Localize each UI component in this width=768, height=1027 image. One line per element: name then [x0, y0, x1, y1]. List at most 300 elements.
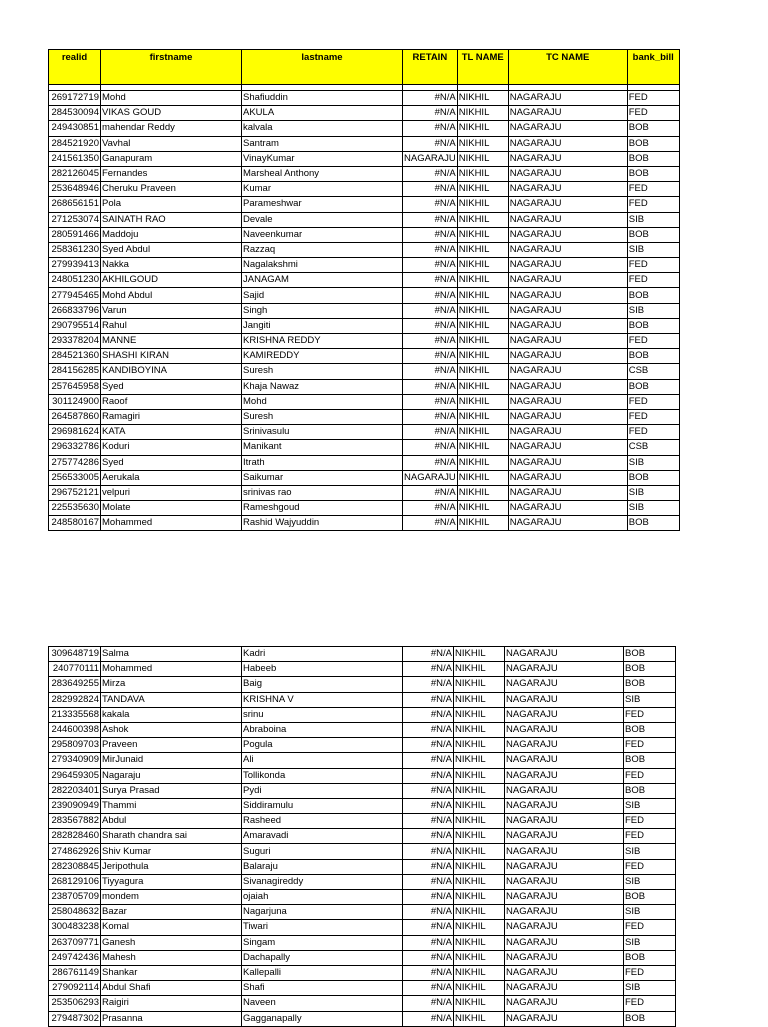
cell-retain: #N/A	[403, 692, 454, 707]
cell-realid: 284521920	[49, 136, 101, 151]
cell-tc-name: NAGARAJU	[505, 662, 624, 677]
cell-bank-bill: FED	[624, 738, 676, 753]
cell-retain: #N/A	[403, 722, 454, 737]
header-retain: RETAIN	[403, 50, 458, 85]
cell-tl-name: NIKHIL	[457, 379, 508, 394]
cell-tc-name: NAGARAJU	[505, 677, 624, 692]
cell-tl-name: NIKHIL	[457, 516, 508, 531]
table-row	[49, 844, 676, 859]
cell-tl-name: NIKHIL	[454, 844, 505, 859]
cell-firstname: Aerukala	[101, 470, 242, 485]
cell-realid: 296459305	[49, 768, 101, 783]
cell-lastname: Sivanagireddy	[242, 874, 403, 889]
cell-bank-bill: SIB	[627, 485, 679, 500]
cell-bank-bill: BOB	[624, 677, 676, 692]
cell-realid: 279487302	[49, 1011, 101, 1026]
cell-realid: 253506293	[49, 996, 101, 1011]
table-row	[49, 379, 680, 394]
cell-tl-name: NIKHIL	[457, 182, 508, 197]
cell-firstname: Vavhal	[101, 136, 242, 151]
cell-bank-bill: FED	[627, 258, 679, 273]
cell-tl-name: NIKHIL	[454, 890, 505, 905]
cell-tl-name: NIKHIL	[457, 485, 508, 500]
header-bank-bill: bank_bill	[627, 50, 679, 85]
cell-realid: 238705709	[49, 890, 101, 905]
cell-lastname: Naveen	[242, 996, 403, 1011]
cell-bank-bill: FED	[627, 334, 679, 349]
table-row	[49, 707, 676, 722]
cell-retain: #N/A	[403, 905, 454, 920]
cell-lastname: Singh	[242, 303, 403, 318]
cell-tl-name: NIKHIL	[457, 409, 508, 424]
cell-firstname: Rahul	[101, 318, 242, 333]
table-row	[49, 798, 676, 813]
cell-tl-name: NIKHIL	[457, 212, 508, 227]
cell-realid: 269172719	[49, 91, 101, 106]
cell-firstname: Prasanna	[101, 1011, 242, 1026]
cell-firstname: Praveen	[101, 738, 242, 753]
cell-lastname: Khaja Nawaz	[242, 379, 403, 394]
cell-tl-name: NIKHIL	[457, 106, 508, 121]
cell-tl-name: NIKHIL	[457, 273, 508, 288]
table-row	[49, 288, 680, 303]
cell-tc-name: NAGARAJU	[505, 935, 624, 950]
table-row	[49, 106, 680, 121]
cell-lastname: Pogula	[242, 738, 403, 753]
cell-bank-bill: BOB	[624, 662, 676, 677]
cell-tl-name: NIKHIL	[457, 394, 508, 409]
cell-lastname: Nagarjuna	[242, 905, 403, 920]
cell-realid: 286761149	[49, 965, 101, 980]
cell-tc-name: NAGARAJU	[505, 1011, 624, 1026]
cell-firstname: MirJunaid	[101, 753, 242, 768]
cell-retain: #N/A	[403, 647, 454, 662]
cell-bank-bill: BOB	[627, 151, 679, 166]
cell-retain: #N/A	[403, 121, 458, 136]
table-row	[49, 212, 680, 227]
cell-bank-bill: SIB	[624, 905, 676, 920]
cell-tl-name: NIKHIL	[454, 753, 505, 768]
table-row	[49, 394, 680, 409]
cell-tc-name: NAGARAJU	[505, 965, 624, 980]
cell-bank-bill: FED	[624, 965, 676, 980]
cell-retain: #N/A	[403, 273, 458, 288]
cell-tc-name: NAGARAJU	[505, 905, 624, 920]
cell-tl-name: NIKHIL	[454, 738, 505, 753]
cell-lastname: Suguri	[242, 844, 403, 859]
cell-realid: 248051230	[49, 273, 101, 288]
cell-tc-name: NAGARAJU	[505, 814, 624, 829]
cell-bank-bill: FED	[624, 996, 676, 1011]
cell-bank-bill: SIB	[624, 844, 676, 859]
cell-retain: #N/A	[403, 783, 454, 798]
table-row	[49, 516, 680, 531]
cell-retain: #N/A	[403, 425, 458, 440]
cell-tc-name: NAGARAJU	[508, 227, 627, 242]
cell-realid: 283567882	[49, 814, 101, 829]
cell-tc-name: NAGARAJU	[508, 349, 627, 364]
cell-retain: #N/A	[403, 409, 458, 424]
cell-realid: 309648719	[49, 647, 101, 662]
cell-firstname: Syed	[101, 379, 242, 394]
table-row	[49, 151, 680, 166]
header-firstname: firstname	[101, 50, 242, 85]
cell-bank-bill: FED	[624, 768, 676, 783]
cell-tl-name: NIKHIL	[454, 905, 505, 920]
cell-firstname: SHASHI KIRAN	[101, 349, 242, 364]
cell-firstname: Ganesh	[101, 935, 242, 950]
cell-lastname: Nagalakshmi	[242, 258, 403, 273]
cell-bank-bill: BOB	[627, 516, 679, 531]
cell-realid: 248580167	[49, 516, 101, 531]
cell-tl-name: NIKHIL	[457, 318, 508, 333]
cell-realid: 284521360	[49, 349, 101, 364]
table-row	[49, 950, 676, 965]
cell-tc-name: NAGARAJU	[505, 874, 624, 889]
cell-firstname: Mohd Abdul	[101, 288, 242, 303]
cell-tc-name: NAGARAJU	[508, 409, 627, 424]
cell-firstname: Ganapuram	[101, 151, 242, 166]
cell-tc-name: NAGARAJU	[508, 501, 627, 516]
table-row	[49, 303, 680, 318]
cell-tc-name: NAGARAJU	[505, 996, 624, 1011]
cell-firstname: Salma	[101, 647, 242, 662]
cell-lastname: kalvala	[242, 121, 403, 136]
cell-tc-name: NAGARAJU	[508, 242, 627, 257]
cell-lastname: KRISHNA REDDY	[242, 334, 403, 349]
cell-firstname: TANDAVA	[101, 692, 242, 707]
cell-bank-bill: BOB	[627, 379, 679, 394]
cell-tc-name: NAGARAJU	[508, 166, 627, 181]
cell-retain: #N/A	[403, 981, 454, 996]
cell-realid: 290795514	[49, 318, 101, 333]
table-row	[49, 364, 680, 379]
cell-tc-name: NAGARAJU	[508, 318, 627, 333]
table-1-body	[49, 91, 680, 531]
cell-tc-name: NAGARAJU	[505, 707, 624, 722]
cell-firstname: SAINATH RAO	[101, 212, 242, 227]
cell-tc-name: NAGARAJU	[508, 394, 627, 409]
cell-bank-bill: SIB	[627, 242, 679, 257]
cell-firstname: Koduri	[101, 440, 242, 455]
cell-lastname: Suresh	[242, 409, 403, 424]
cell-retain: #N/A	[403, 182, 458, 197]
cell-firstname: mondem	[101, 890, 242, 905]
cell-lastname: Amaravadi	[242, 829, 403, 844]
cell-bank-bill: SIB	[627, 212, 679, 227]
cell-firstname: Maddoju	[101, 227, 242, 242]
cell-lastname: Mohd	[242, 394, 403, 409]
table-row	[49, 166, 680, 181]
cell-lastname: Kadri	[242, 647, 403, 662]
cell-tc-name: NAGARAJU	[508, 121, 627, 136]
cell-bank-bill: SIB	[627, 455, 679, 470]
cell-firstname: Abdul Shafi	[101, 981, 242, 996]
cell-firstname: Mohd	[101, 91, 242, 106]
cell-realid: 244600398	[49, 722, 101, 737]
cell-realid: 268129106	[49, 874, 101, 889]
cell-realid: 213335568	[49, 707, 101, 722]
cell-realid: 279939413	[49, 258, 101, 273]
cell-retain: #N/A	[403, 303, 458, 318]
cell-realid: 296981624	[49, 425, 101, 440]
cell-firstname: Shiv Kumar	[101, 844, 242, 859]
table-row	[49, 662, 676, 677]
cell-bank-bill: FED	[627, 394, 679, 409]
cell-retain: #N/A	[403, 874, 454, 889]
cell-lastname: Shafiuddin	[242, 91, 403, 106]
cell-lastname: Balaraju	[242, 859, 403, 874]
cell-tl-name: NIKHIL	[454, 692, 505, 707]
cell-retain: #N/A	[403, 106, 458, 121]
cell-bank-bill: BOB	[624, 753, 676, 768]
cell-lastname: Marsheal Anthony	[242, 166, 403, 181]
cell-firstname: Cheruku Praveen	[101, 182, 242, 197]
cell-bank-bill: CSB	[627, 364, 679, 379]
cell-realid: 282203401	[49, 783, 101, 798]
cell-lastname: Devale	[242, 212, 403, 227]
cell-lastname: Srinivasulu	[242, 425, 403, 440]
cell-tc-name: NAGARAJU	[505, 890, 624, 905]
table-row	[49, 136, 680, 151]
cell-bank-bill: FED	[627, 409, 679, 424]
cell-lastname: srinu	[242, 707, 403, 722]
cell-firstname: MANNE	[101, 334, 242, 349]
header-row	[49, 50, 680, 85]
cell-firstname: Nagaraju	[101, 768, 242, 783]
cell-tc-name: NAGARAJU	[508, 106, 627, 121]
cell-firstname: kakala	[101, 707, 242, 722]
cell-tl-name: NIKHIL	[454, 783, 505, 798]
cell-tc-name: NAGARAJU	[508, 288, 627, 303]
cell-firstname: Fernandes	[101, 166, 242, 181]
cell-lastname: Siddiramulu	[242, 798, 403, 813]
cell-retain: #N/A	[403, 996, 454, 1011]
header-tc-name: TC NAME	[508, 50, 627, 85]
cell-tl-name: NIKHIL	[457, 470, 508, 485]
cell-bank-bill: FED	[624, 814, 676, 829]
cell-lastname: Shafi	[242, 981, 403, 996]
cell-retain: #N/A	[403, 349, 458, 364]
cell-lastname: VinayKumar	[242, 151, 403, 166]
cell-retain: #N/A	[403, 920, 454, 935]
cell-lastname: Singam	[242, 935, 403, 950]
cell-tc-name: NAGARAJU	[508, 379, 627, 394]
cell-tl-name: NIKHIL	[454, 920, 505, 935]
cell-realid: 284530094	[49, 106, 101, 121]
cell-realid: 284156285	[49, 364, 101, 379]
cell-tl-name: NIKHIL	[457, 166, 508, 181]
cell-retain: #N/A	[403, 859, 454, 874]
table-row	[49, 485, 680, 500]
cell-realid: 282828460	[49, 829, 101, 844]
cell-retain: #N/A	[403, 814, 454, 829]
cell-tl-name: NIKHIL	[457, 258, 508, 273]
cell-firstname: KATA	[101, 425, 242, 440]
table-row	[49, 334, 680, 349]
cell-retain: #N/A	[403, 950, 454, 965]
cell-firstname: velpuri	[101, 485, 242, 500]
cell-lastname: Kumar	[242, 182, 403, 197]
cell-lastname: Rashid Wajyuddin	[242, 516, 403, 531]
cell-firstname: Molate	[101, 501, 242, 516]
table-row	[49, 182, 680, 197]
cell-tl-name: NIKHIL	[454, 647, 505, 662]
cell-retain: #N/A	[403, 677, 454, 692]
cell-retain: #N/A	[403, 829, 454, 844]
cell-lastname: Jangiti	[242, 318, 403, 333]
cell-bank-bill: BOB	[624, 1011, 676, 1026]
cell-bank-bill: FED	[624, 920, 676, 935]
cell-realid: 268656151	[49, 197, 101, 212]
cell-realid: 271253074	[49, 212, 101, 227]
header-realid: realid	[49, 50, 101, 85]
cell-lastname: Parameshwar	[242, 197, 403, 212]
cell-lastname: Razzaq	[242, 242, 403, 257]
cell-bank-bill: BOB	[624, 950, 676, 965]
cell-realid: 275774286	[49, 455, 101, 470]
cell-firstname: Mohammed	[101, 516, 242, 531]
table-row	[49, 829, 676, 844]
cell-tl-name: NIKHIL	[457, 288, 508, 303]
cell-bank-bill: BOB	[627, 288, 679, 303]
cell-firstname: Sharath chandra sai	[101, 829, 242, 844]
cell-lastname: Habeeb	[242, 662, 403, 677]
cell-retain: #N/A	[403, 798, 454, 813]
table-row	[49, 768, 676, 783]
cell-tc-name: NAGARAJU	[508, 455, 627, 470]
cell-tl-name: NIKHIL	[457, 121, 508, 136]
table-row	[49, 890, 676, 905]
cell-retain: #N/A	[403, 738, 454, 753]
cell-bank-bill: FED	[624, 859, 676, 874]
cell-firstname: Syed	[101, 455, 242, 470]
cell-lastname: Abraboina	[242, 722, 403, 737]
table-row	[49, 91, 680, 106]
cell-bank-bill: BOB	[627, 318, 679, 333]
cell-bank-bill: SIB	[624, 874, 676, 889]
cell-realid: 279340909	[49, 753, 101, 768]
cell-realid: 263709771	[49, 935, 101, 950]
cell-tc-name: NAGARAJU	[505, 920, 624, 935]
cell-lastname: Manikant	[242, 440, 403, 455]
cell-retain: #N/A	[403, 334, 458, 349]
cell-tc-name: NAGARAJU	[508, 182, 627, 197]
cell-tc-name: NAGARAJU	[505, 722, 624, 737]
cell-tc-name: NAGARAJU	[505, 738, 624, 753]
table-row	[49, 996, 676, 1011]
cell-lastname: Baig	[242, 677, 403, 692]
cell-tc-name: NAGARAJU	[508, 212, 627, 227]
table-row	[49, 814, 676, 829]
cell-tl-name: NIKHIL	[457, 242, 508, 257]
cell-realid: 282992824	[49, 692, 101, 707]
cell-retain: NAGARAJU	[403, 151, 458, 166]
cell-bank-bill: BOB	[627, 349, 679, 364]
cell-bank-bill: SIB	[624, 692, 676, 707]
cell-tl-name: NIKHIL	[454, 662, 505, 677]
cell-retain: #N/A	[403, 318, 458, 333]
table-row	[49, 455, 680, 470]
cell-lastname: JANAGAM	[242, 273, 403, 288]
cell-tl-name: NIKHIL	[454, 965, 505, 980]
cell-tc-name: NAGARAJU	[508, 303, 627, 318]
cell-firstname: Komal	[101, 920, 242, 935]
records-table-2	[48, 646, 676, 1027]
cell-lastname: Santram	[242, 136, 403, 151]
cell-lastname: Naveenkumar	[242, 227, 403, 242]
cell-tl-name: NIKHIL	[454, 981, 505, 996]
cell-tl-name: NIKHIL	[457, 425, 508, 440]
cell-bank-bill: FED	[627, 106, 679, 121]
cell-tc-name: NAGARAJU	[505, 981, 624, 996]
cell-retain: #N/A	[403, 364, 458, 379]
cell-tc-name: NAGARAJU	[508, 334, 627, 349]
cell-retain: #N/A	[403, 935, 454, 950]
cell-retain: #N/A	[403, 965, 454, 980]
cell-bank-bill: BOB	[627, 470, 679, 485]
cell-tc-name: NAGARAJU	[505, 692, 624, 707]
cell-tl-name: NIKHIL	[454, 814, 505, 829]
table-row	[49, 501, 680, 516]
table-row	[49, 965, 676, 980]
cell-firstname: Ashok	[101, 722, 242, 737]
table-row	[49, 121, 680, 136]
cell-firstname: VIKAS GOUD	[101, 106, 242, 121]
cell-retain: #N/A	[403, 440, 458, 455]
table-row	[49, 692, 676, 707]
cell-bank-bill: FED	[627, 182, 679, 197]
cell-realid: 225535630	[49, 501, 101, 516]
cell-realid: 296752121	[49, 485, 101, 500]
header-tl-name: TL NAME	[457, 50, 508, 85]
table-row	[49, 425, 680, 440]
cell-tc-name: NAGARAJU	[505, 859, 624, 874]
table-row	[49, 647, 676, 662]
cell-realid: 258048632	[49, 905, 101, 920]
cell-tl-name: NIKHIL	[454, 768, 505, 783]
cell-tl-name: NIKHIL	[457, 303, 508, 318]
cell-realid: 264587860	[49, 409, 101, 424]
cell-tc-name: NAGARAJU	[508, 136, 627, 151]
cell-realid: 277945465	[49, 288, 101, 303]
cell-realid: 279092114	[49, 981, 101, 996]
cell-tc-name: NAGARAJU	[508, 364, 627, 379]
cell-lastname: Saikumar	[242, 470, 403, 485]
cell-bank-bill: SIB	[624, 798, 676, 813]
cell-bank-bill: FED	[627, 273, 679, 288]
cell-firstname: Varun	[101, 303, 242, 318]
cell-retain: #N/A	[403, 1011, 454, 1026]
cell-tl-name: NIKHIL	[454, 859, 505, 874]
cell-bank-bill: BOB	[624, 647, 676, 662]
table-row	[49, 197, 680, 212]
cell-tl-name: NIKHIL	[457, 501, 508, 516]
cell-bank-bill: SIB	[624, 981, 676, 996]
cell-bank-bill: FED	[624, 829, 676, 844]
cell-retain: #N/A	[403, 501, 458, 516]
cell-lastname: Gagganapally	[242, 1011, 403, 1026]
table-row	[49, 753, 676, 768]
cell-lastname: srinivas rao	[242, 485, 403, 500]
cell-lastname: Itrath	[242, 455, 403, 470]
table-row	[49, 738, 676, 753]
cell-lastname: Dachapally	[242, 950, 403, 965]
cell-bank-bill: SIB	[627, 303, 679, 318]
cell-tl-name: NIKHIL	[457, 349, 508, 364]
cell-retain: #N/A	[403, 212, 458, 227]
cell-tc-name: NAGARAJU	[505, 829, 624, 844]
